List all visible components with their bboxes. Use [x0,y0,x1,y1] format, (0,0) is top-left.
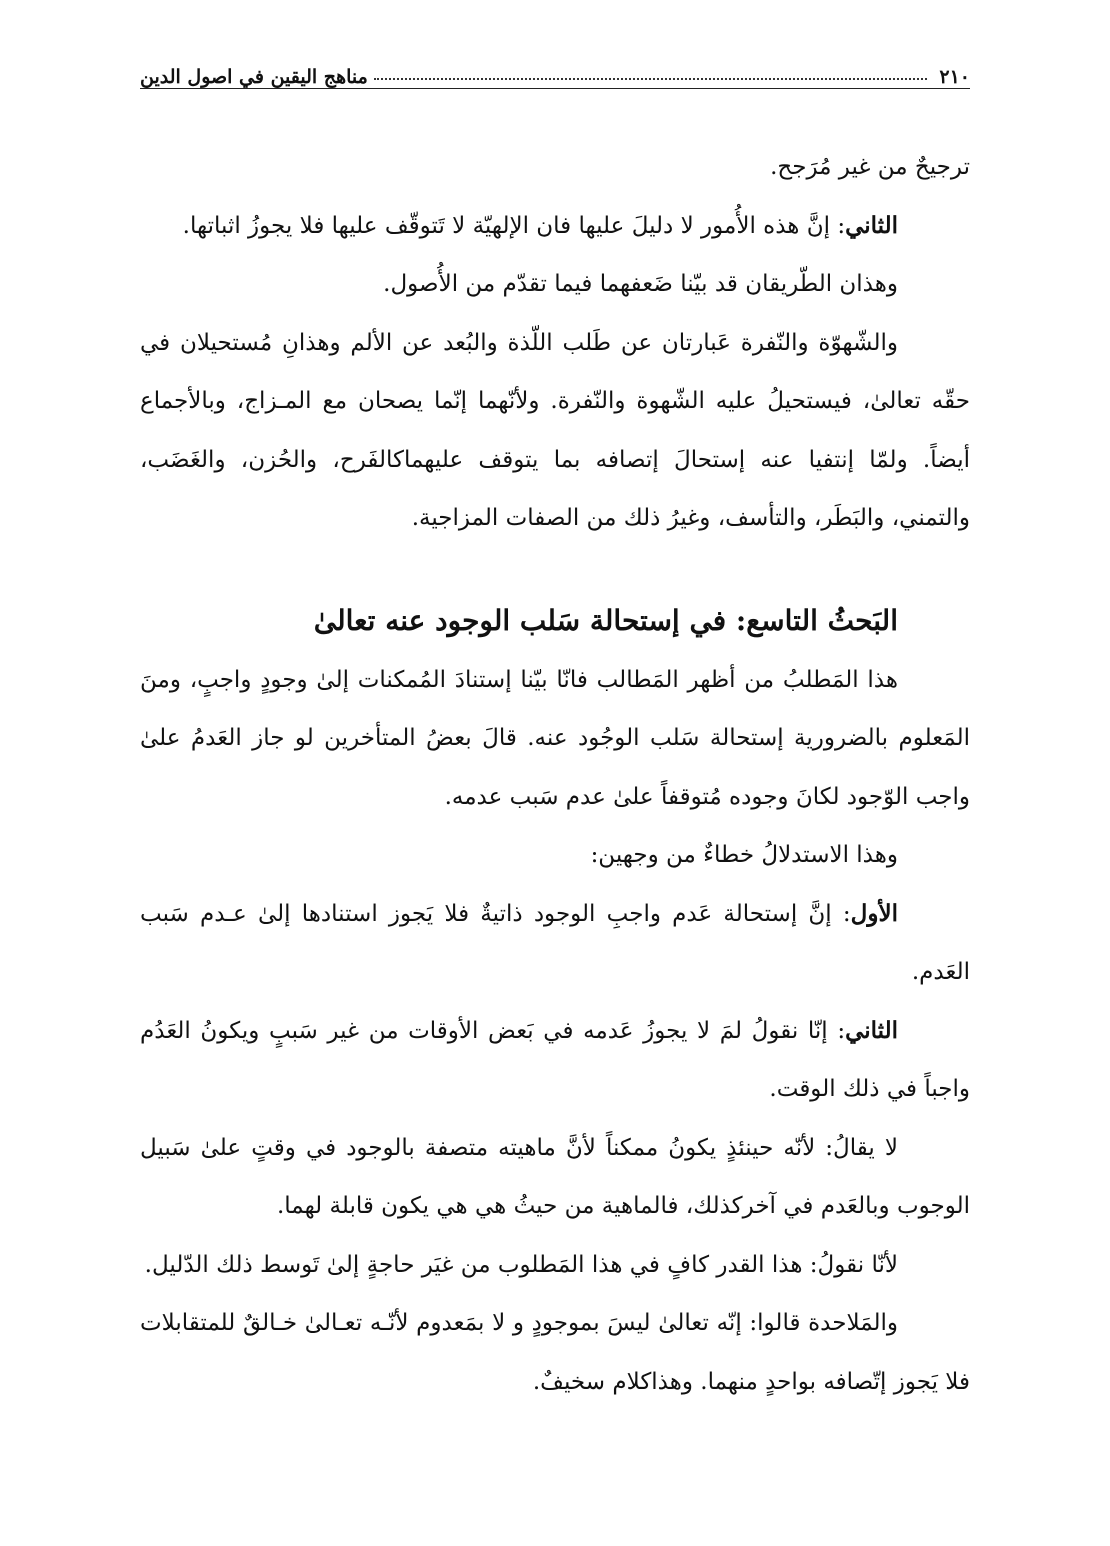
paragraph: الثاني: إنّا نقولُ لمَ لا يجوزُ عَدمه في بَعض الأوقات من غير سَببٍ ويكونُ العَدُم واجباً في ذلك الوقت. [140,1016,970,1102]
running-header [140,48,970,89]
paragraph: ترجيحٌ من غير مُرَجح. [770,154,970,180]
paragraph: هذا المَطلبُ من أظهر المَطالب فانّا بيّنا إستنادَ المُمكنات إلىٰ وجودٍ واجبٍ، ومنَ المَعلوم بالضرورية إستحالة سَلب الوجُود عنه. قالَ بعضُ المتأخرين لو جاز العَدمُ علىٰ واجب الوّجود لكانَ وجوده مُتوقفاً علىٰ عدم سَبب عدمه. [140,666,970,810]
section-heading: البَحثُ التاسع: في إستحالة سَلب الوجود عنه تعالىٰ [313,603,898,637]
paragraph: والمَلاحدة قالوا: إنّه تعالىٰ ليسَ بموجودٍ و لا بمَعدوم لأنّـه تعـالىٰ خـالقٌ للمتقابلات فلا يَجوز إتّصافه بواحدٍ منهما. وهذاكلام سخيفٌ. [140,1310,970,1395]
bold-lead: الثاني [845,211,898,239]
bold-lead: الثاني [845,1016,898,1044]
paragraph: وهذا الاستدلالُ خطاءٌ من وجهين: [590,842,898,868]
paragraph: وهذان الطّريقان قد بيّنا ضَعفهما فيما تقدّم من الأُصول. [383,271,898,297]
page-body [140,138,970,1411]
book-title: مناهج اليقين في اصول الدين [140,66,368,88]
bold-lead: الأول [850,899,898,927]
paragraph: لا يقالُ: لأنّه حينئذٍ يكونُ ممكناً لأنَّ ماهيته متصفة بالوجود في وقتٍ علىٰ سَبيل الوجوب وبالعَدم في آخركذلك، فالماهية من حيثُ هي هي يكون قابلة لهما. [140,1134,970,1219]
paragraph: الأول: إنَّ إستحالة عَدم واجبِ الوجود ذاتيةٌ فلا يَجوز استنادها إلىٰ عـدم سَبب العَدم. [140,899,970,985]
paragraph: الثاني: إنَّ هذه الأُمور لا دليلَ عليها فان الإلهيّة لا تَتوقّف عليها فلا يجوزُ اثباتها. [182,211,898,239]
header-dot-leader [374,78,928,80]
paragraph: لأنّا نقولُ: هذا القدر كافٍ في هذا المَطلوب من غيَر حاجةٍ إلىٰ تَوسط ذلك الدّليل. [144,1251,898,1278]
page-number: ٢١٠ [939,66,970,88]
paragraph: والشّهوّة والنّفرة عَبارتان عن طَلب اللّذة والبُعد عن الألم وهذانِ مُستحيلان في حقّه تعالىٰ، فيستحيلُ عليه الشّهوة والنّفرة. ولأنّهما إنّما يصحان مع المـزاج، وبالأجماع أيضاً. ولمّا إنتفيا عنه إستحالَ إتصافه بما يتوقف عليهماكالفَرح، والحُزن، والغَضَب، والتمني، والبَطَر، والتأسف، وغيرُ ذلك من الصفات المزاجية. [140,329,970,531]
